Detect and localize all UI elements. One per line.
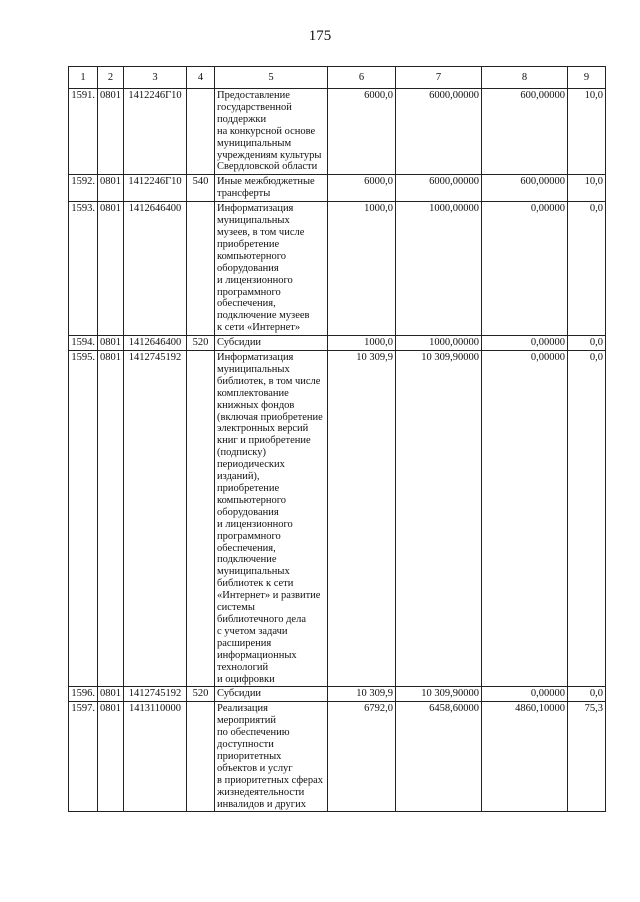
approved-amount: 1000,0 <box>328 202 396 336</box>
execution-percent: 75,3 <box>568 702 606 812</box>
execution-percent: 0,0 <box>568 687 606 702</box>
row-number: 1594. <box>69 336 98 351</box>
expense-type-code <box>187 702 215 812</box>
budget-table <box>68 66 606 812</box>
header-row <box>69 67 606 89</box>
clarified-amount: 6000,00000 <box>396 89 482 175</box>
section-code: 0801 <box>98 687 124 702</box>
col-header-1: 1 <box>69 67 98 89</box>
col-header-2: 2 <box>98 67 124 89</box>
execution-percent: 10,0 <box>568 175 606 202</box>
executed-amount: 4860,10000 <box>482 702 568 812</box>
executed-amount: 600,00000 <box>482 89 568 175</box>
expense-type-code: 520 <box>187 687 215 702</box>
expense-type-code: 540 <box>187 175 215 202</box>
item-name: Субсидии <box>215 336 328 351</box>
col-header-9: 9 <box>568 67 606 89</box>
item-name: Информатизация муниципальных библиотек, в том числе комплектование книжных фондов (включая приобретение электронных версий книг и приобретение (подписку) периодических изданий), приобретение компьютерного оборудования и лицензионного программного обеспечения, подключение муниципальных библиотек к сети «Интернет» и развитие системы библиотечного дела с учетом задачи расширения информационных технологий и оцифровки <box>215 351 328 687</box>
target-code: 1412246Г10 <box>124 89 187 175</box>
target-code: 1412745192 <box>124 687 187 702</box>
expense-type-code <box>187 351 215 687</box>
col-header-6: 6 <box>328 67 396 89</box>
item-name: Иные межбюджетные трансферты <box>215 175 328 202</box>
executed-amount: 0,00000 <box>482 351 568 687</box>
target-code: 1412646400 <box>124 202 187 336</box>
execution-percent: 0,0 <box>568 336 606 351</box>
section-code: 0801 <box>98 351 124 687</box>
execution-percent: 0,0 <box>568 202 606 336</box>
approved-amount: 10 309,9 <box>328 351 396 687</box>
executed-amount: 0,00000 <box>482 687 568 702</box>
col-header-4: 4 <box>187 67 215 89</box>
row-number: 1592. <box>69 175 98 202</box>
col-header-7: 7 <box>396 67 482 89</box>
clarified-amount: 10 309,90000 <box>396 687 482 702</box>
row-number: 1597. <box>69 702 98 812</box>
item-name: Реализация мероприятий по обеспечению доступности приоритетных объектов и услуг в приоритетных сферах жизнедеятельности инвалидов и других <box>215 702 328 812</box>
table-row <box>69 175 606 202</box>
execution-percent: 10,0 <box>568 89 606 175</box>
item-name: Предоставление государственной поддержки на конкурсной основе муниципальным учреждениям культуры Свердловской области <box>215 89 328 175</box>
approved-amount: 6000,0 <box>328 175 396 202</box>
col-header-3: 3 <box>124 67 187 89</box>
approved-amount: 6792,0 <box>328 702 396 812</box>
expense-type-code <box>187 202 215 336</box>
item-name: Субсидии <box>215 687 328 702</box>
row-number: 1591. <box>69 89 98 175</box>
approved-amount: 6000,0 <box>328 89 396 175</box>
expense-type-code: 520 <box>187 336 215 351</box>
table-row <box>69 89 606 175</box>
executed-amount: 600,00000 <box>482 175 568 202</box>
approved-amount: 10 309,9 <box>328 687 396 702</box>
clarified-amount: 10 309,90000 <box>396 351 482 687</box>
section-code: 0801 <box>98 89 124 175</box>
target-code: 1412745192 <box>124 351 187 687</box>
target-code: 1412646400 <box>124 336 187 351</box>
executed-amount: 0,00000 <box>482 336 568 351</box>
table-row <box>69 351 606 687</box>
clarified-amount: 1000,00000 <box>396 202 482 336</box>
clarified-amount: 1000,00000 <box>396 336 482 351</box>
section-code: 0801 <box>98 175 124 202</box>
section-code: 0801 <box>98 702 124 812</box>
target-code: 1413110000 <box>124 702 187 812</box>
clarified-amount: 6458,60000 <box>396 702 482 812</box>
target-code: 1412246Г10 <box>124 175 187 202</box>
row-number: 1595. <box>69 351 98 687</box>
table-row <box>69 336 606 351</box>
table-row <box>69 702 606 812</box>
table-row <box>69 687 606 702</box>
col-header-8: 8 <box>482 67 568 89</box>
clarified-amount: 6000,00000 <box>396 175 482 202</box>
col-header-5: 5 <box>215 67 328 89</box>
expense-type-code <box>187 89 215 175</box>
item-name: Информатизация муниципальных музеев, в том числе приобретение компьютерного оборудования и лицензионного программного обеспечения, подключение музеев к сети «Интернет» <box>215 202 328 336</box>
executed-amount: 0,00000 <box>482 202 568 336</box>
table-row <box>69 202 606 336</box>
section-code: 0801 <box>98 202 124 336</box>
approved-amount: 1000,0 <box>328 336 396 351</box>
execution-percent: 0,0 <box>568 351 606 687</box>
page-number: 175 <box>308 28 332 44</box>
row-number: 1596. <box>69 687 98 702</box>
row-number: 1593. <box>69 202 98 336</box>
section-code: 0801 <box>98 336 124 351</box>
